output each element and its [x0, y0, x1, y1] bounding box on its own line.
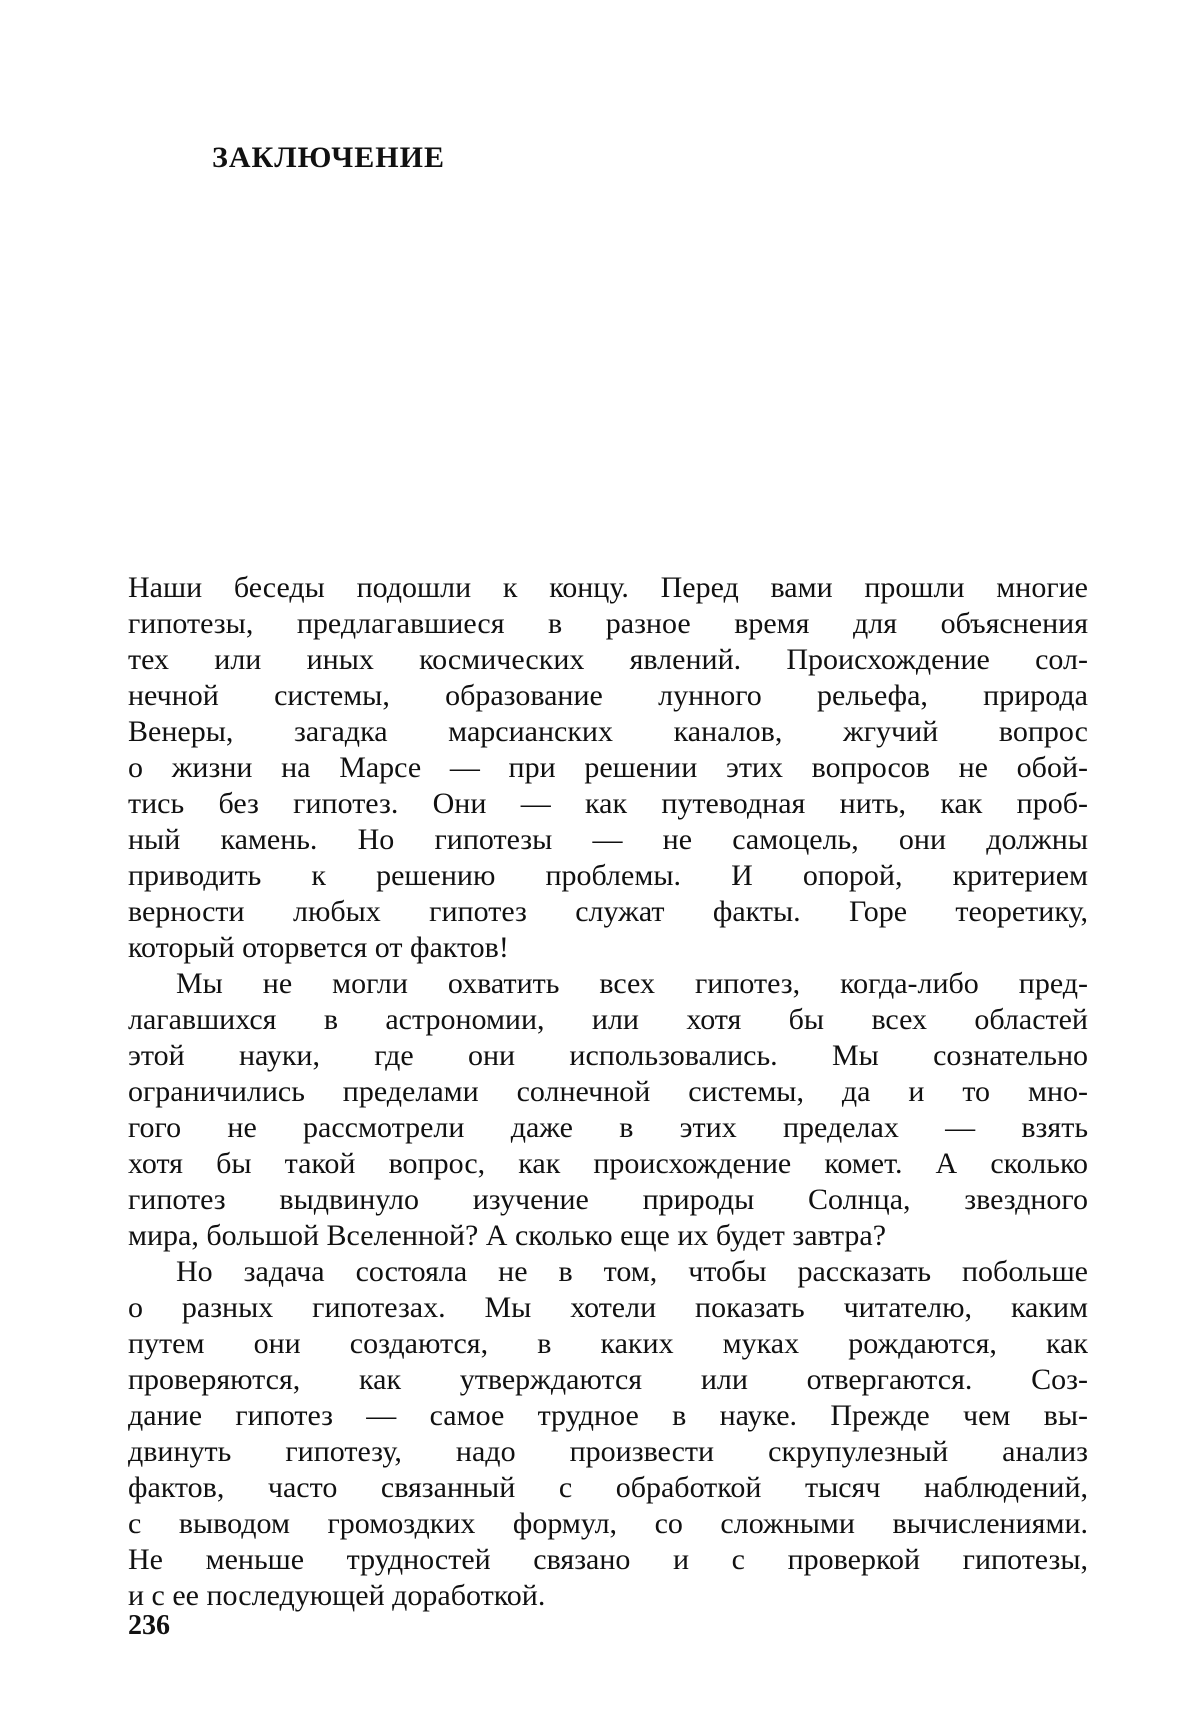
text-line: Но задача состояла не в том, чтобы рассказать побольше [176, 1255, 1088, 1288]
text-line: нечной системы, образование лунного рельефа, природа [128, 679, 1088, 712]
text-line: тех или иных космических явлений. Происхождение сол- [128, 643, 1088, 676]
text-line: который оторвется от фактов! [128, 931, 509, 964]
text-line: Наши беседы подошли к концу. Перед вами прошли многие [128, 571, 1088, 604]
text-line: гипотез выдвинуло изучение природы Солнца, звездного [128, 1183, 1088, 1216]
text-line: хотя бы такой вопрос, как происхождение комет. А сколько [128, 1147, 1088, 1180]
text-line: тись без гипотез. Они — как путеводная нить, как проб- [128, 787, 1088, 820]
text-line: гого не рассмотрели даже в этих пределах — взять [128, 1111, 1088, 1144]
text-line: о разных гипотезах. Мы хотели показать читателю, каким [128, 1291, 1088, 1324]
text-line: о жизни на Марсе — при решении этих вопросов не обой- [128, 751, 1088, 784]
text-line: и с ее последующей доработкой. [128, 1579, 546, 1612]
text-line: лагавшихся в астрономии, или хотя бы всех областей [128, 1003, 1088, 1036]
page-number: 236 [128, 1610, 170, 1641]
text-line: мира, большой Вселенной? А сколько еще их будет завтра? [128, 1219, 887, 1252]
text-line: Венеры, загадка марсианских каналов, жгучий вопрос [128, 715, 1088, 748]
text-line: Мы не могли охватить всех гипотез, когда-либо пред- [176, 967, 1088, 1000]
text-line: ный камень. Но гипотезы — не самоцель, они должны [128, 823, 1088, 856]
text-line: двинуть гипотезу, надо произвести скрупулезный анализ [128, 1435, 1088, 1468]
text-line: приводить к решению проблемы. И опорой, критерием [128, 859, 1088, 892]
text-line: гипотезы, предлагавшиеся в разное время для объяснения [128, 607, 1088, 640]
text-line: путем они создаются, в каких муках рождаются, как [128, 1327, 1088, 1360]
body-text [128, 570, 1088, 1614]
text-line: ограничились пределами солнечной системы, да и то мно- [128, 1075, 1088, 1108]
text-line: Не меньше трудностей связано и с проверкой гипотезы, [128, 1543, 1088, 1576]
text-line: дание гипотез — самое трудное в науке. Прежде чем вы- [128, 1399, 1088, 1432]
text-line: проверяются, как утверждаются или отвергаются. Соз- [128, 1363, 1088, 1396]
text-line: фактов, часто связанный с обработкой тысяч наблюдений, [128, 1471, 1088, 1504]
text-line: с выводом громоздких формул, со сложными вычислениями. [128, 1507, 1088, 1540]
text-line: этой науки, где они использовались. Мы сознательно [128, 1039, 1088, 1072]
chapter-heading: ЗАКЛЮЧЕНИЕ [212, 141, 445, 174]
text-line: верности любых гипотез служат факты. Горе теоретику, [128, 895, 1088, 928]
